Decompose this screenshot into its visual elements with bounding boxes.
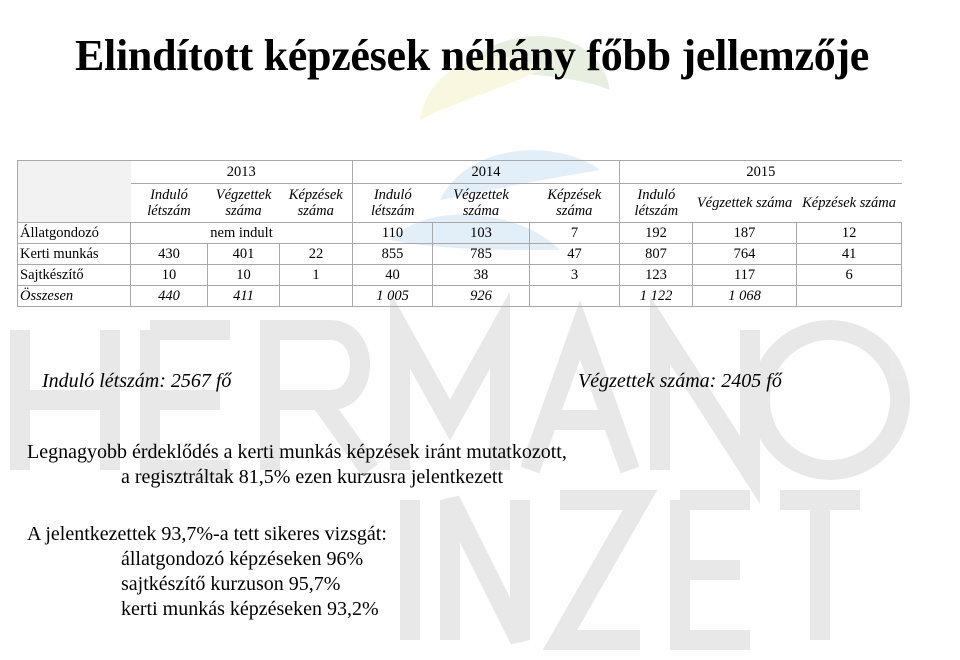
table-row xyxy=(18,244,902,265)
training-stats-table xyxy=(17,160,902,307)
col-header: Képzések száma xyxy=(530,184,620,223)
table-cell: 430 xyxy=(131,244,208,265)
table-cell: 440 xyxy=(131,286,208,307)
paragraph-line: sajtkészítő kurzuson 95,7% xyxy=(121,573,341,595)
col-header: Végzettek száma xyxy=(433,184,530,223)
year-header-2014: 2014 xyxy=(353,161,620,184)
table-cell: 1 005 xyxy=(353,286,433,307)
table-cell: 192 xyxy=(620,223,693,244)
summary-start-count: Induló létszám: 2567 fő xyxy=(42,370,232,392)
exam-success-paragraph xyxy=(27,522,387,622)
table-cell: 187 xyxy=(693,223,797,244)
table-cell: 6 xyxy=(797,265,902,286)
summary-completed-count: Végzettek száma: 2405 fő xyxy=(578,370,782,392)
table-cell: 1 068 xyxy=(693,286,797,307)
table-cell: 1 122 xyxy=(620,286,693,307)
table-row xyxy=(18,223,902,244)
year-header-2015: 2015 xyxy=(620,161,902,184)
table-cell: 10 xyxy=(131,265,208,286)
table-cell: 855 xyxy=(353,244,433,265)
interest-paragraph xyxy=(27,440,567,490)
col-header: Képzések száma xyxy=(797,184,902,223)
paragraph-line: állatgondozó képzéseken 96% xyxy=(121,548,364,570)
table-cell: nem indult xyxy=(131,223,353,244)
table-row xyxy=(18,265,902,286)
table-cell: 38 xyxy=(433,265,530,286)
table-cell: 123 xyxy=(620,265,693,286)
row-label: Összesen xyxy=(18,286,131,307)
col-header: Induló létszám xyxy=(353,184,433,223)
table-cell: 40 xyxy=(353,265,433,286)
col-header: Végzettek száma xyxy=(208,184,280,223)
row-label: Kerti munkás xyxy=(18,244,131,265)
table-cell: 117 xyxy=(693,265,797,286)
table-cell: 110 xyxy=(353,223,433,244)
page-title: Elindított képzések néhány főbb jellemzője xyxy=(75,31,870,80)
col-header: Végzettek száma xyxy=(693,184,797,223)
table-cell: 3 xyxy=(530,265,620,286)
table-cell: 7 xyxy=(530,223,620,244)
table-cell xyxy=(797,286,902,307)
paragraph-line: a regisztráltak 81,5% ezen kurzusra jelentkezett xyxy=(121,466,504,488)
table-cell: 926 xyxy=(433,286,530,307)
table-cell: 411 xyxy=(208,286,280,307)
table-cell: 764 xyxy=(693,244,797,265)
col-header: Induló létszám xyxy=(131,184,208,223)
table-cell: 12 xyxy=(797,223,902,244)
total-row xyxy=(18,286,902,307)
table-cell: 1 xyxy=(280,265,353,286)
paragraph-line: kerti munkás képzéseken 93,2% xyxy=(121,598,379,620)
table-cell: 22 xyxy=(280,244,353,265)
table-cell: 10 xyxy=(208,265,280,286)
table-cell: 785 xyxy=(433,244,530,265)
table-cell: 47 xyxy=(530,244,620,265)
table-cell: 103 xyxy=(433,223,530,244)
paragraph-line: Legnagyobb érdeklődés a kerti munkás képzések iránt mutatkozott, xyxy=(27,441,567,463)
col-header: Induló létszám xyxy=(620,184,693,223)
year-header-2013: 2013 xyxy=(131,161,353,184)
paragraph-line: A jelentkezettek 93,7%-a tett sikeres vizsgát: xyxy=(27,523,387,545)
table-cell: 41 xyxy=(797,244,902,265)
col-header: Képzések száma xyxy=(280,184,353,223)
table-cell xyxy=(530,286,620,307)
row-label: Állatgondozó xyxy=(18,223,131,244)
table-cell: 807 xyxy=(620,244,693,265)
table-cell: 401 xyxy=(208,244,280,265)
table-cell xyxy=(280,286,353,307)
table-corner xyxy=(18,161,131,223)
row-label: Sajtkészítő xyxy=(18,265,131,286)
